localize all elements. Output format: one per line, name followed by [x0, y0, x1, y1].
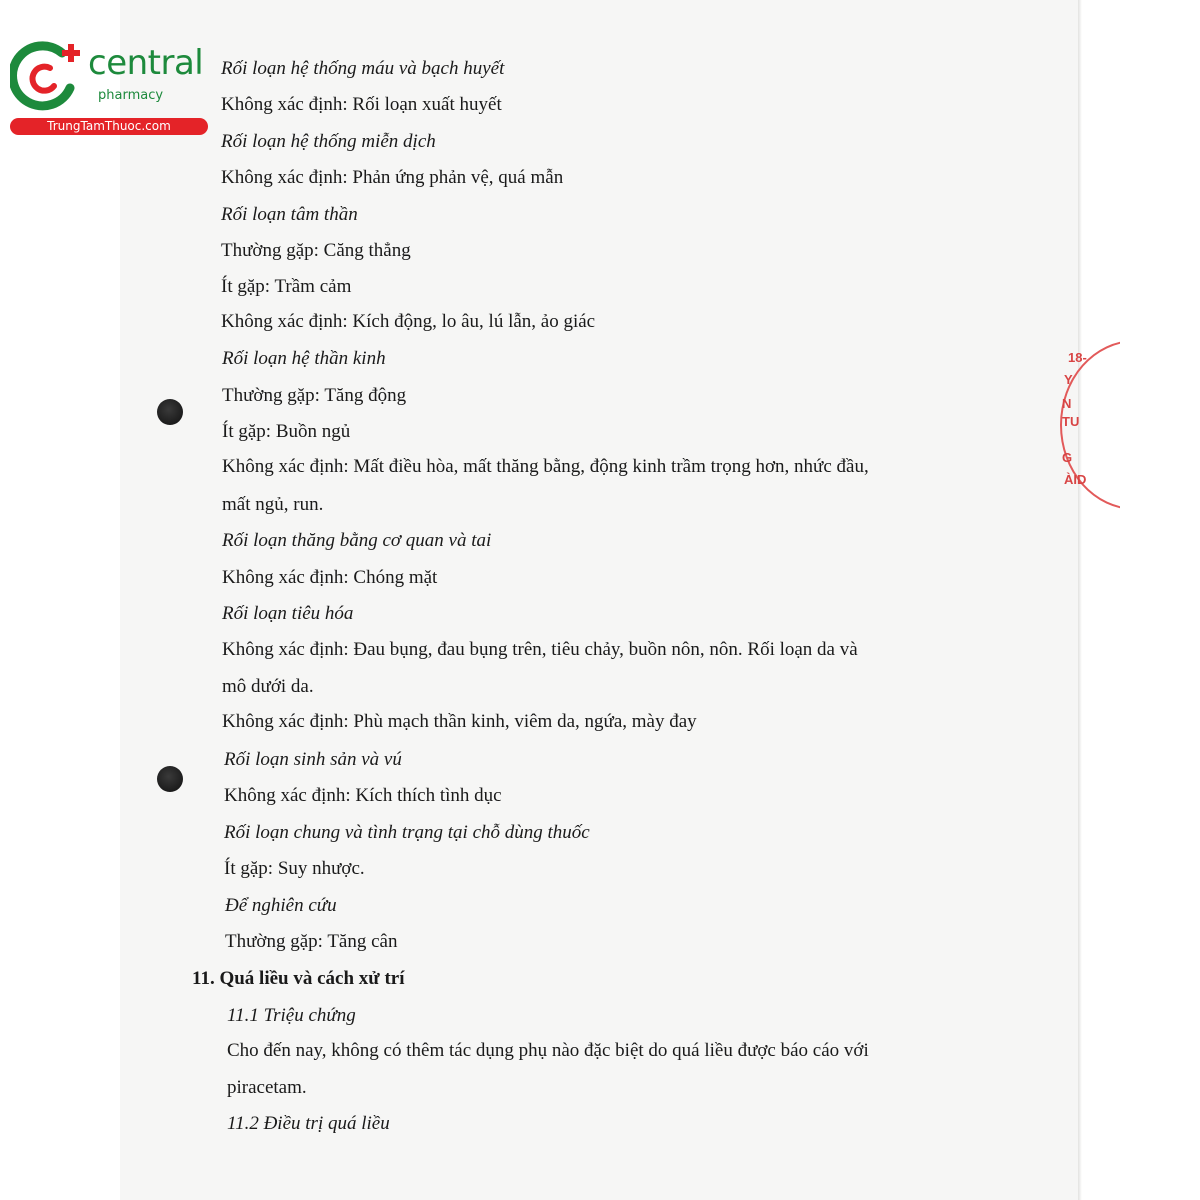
- text-line: Ít gặp: Trầm cảm: [221, 276, 352, 297]
- section-heading: Rối loạn tiêu hóa: [222, 603, 354, 624]
- text-line: piracetam.: [227, 1077, 307, 1098]
- section-heading: Rối loạn sinh sản và vú: [224, 749, 402, 770]
- section-heading: Rối loạn hệ thống máu và bạch huyết: [221, 58, 505, 79]
- text-line: Thường gặp: Tăng cân: [225, 931, 398, 952]
- section-heading: Rối loạn thăng bằng cơ quan và tai: [222, 530, 492, 551]
- text-line: Không xác định: Rối loạn xuất huyết: [221, 94, 502, 115]
- logo-site-banner: TrungTamThuoc.com: [10, 118, 208, 135]
- text-line: Cho đến nay, không có thêm tác dụng phụ nào đặc biệt do quá liều được báo cáo với: [227, 1040, 869, 1061]
- logo-brand-text: central: [88, 43, 204, 83]
- stamp-text-4: TU: [1062, 414, 1080, 429]
- stamp-text-5: G: [1062, 450, 1073, 465]
- text-line: Không xác định: Đau bụng, đau bụng trên, tiêu chảy, buồn nôn, nôn. Rối loạn da và: [222, 639, 858, 660]
- text-line: Không xác định: Phù mạch thần kinh, viêm da, ngứa, mày đay: [222, 711, 697, 732]
- text-line: Không xác định: Kích thích tình dục: [224, 785, 502, 806]
- text-line: Không xác định: Mất điều hòa, mất thăng bằng, động kinh trầm trọng hơn, nhức đầu,: [222, 456, 869, 477]
- text-line: Không xác định: Chóng mặt: [222, 567, 438, 588]
- section-heading: Rối loạn tâm thần: [221, 204, 358, 225]
- text-line: mất ngủ, run.: [222, 494, 324, 515]
- stamp-text-2: Y: [1064, 372, 1073, 387]
- subsection-heading: 11.1 Triệu chứng: [227, 1005, 356, 1026]
- subsection-heading: 11.2 Điều trị quá liều: [227, 1113, 390, 1134]
- logo-subtitle-text: pharmacy: [98, 88, 164, 103]
- text-line: Thường gặp: Căng thẳng: [221, 240, 411, 261]
- stamp-text-3: N: [1062, 396, 1072, 411]
- text-line: Không xác định: Phản ứng phản vệ, quá mẫn: [221, 167, 564, 188]
- main-heading: 11. Quá liều và cách xử trí: [192, 968, 405, 989]
- stamp-text-6: ÀID: [1064, 472, 1087, 487]
- text-line: Không xác định: Kích động, lo âu, lú lẫn, ảo giác: [221, 311, 596, 332]
- section-heading: Rối loạn chung và tình trạng tại chỗ dùng thuốc: [224, 822, 590, 843]
- stamp-text-1: 18-: [1068, 350, 1087, 365]
- text-line: Ít gặp: Suy nhược.: [224, 858, 365, 879]
- section-heading: Rối loạn hệ thần kinh: [222, 348, 386, 369]
- section-heading: Rối loạn hệ thống miễn dịch: [221, 131, 436, 152]
- text-line: Thường gặp: Tăng động: [222, 385, 407, 406]
- text-line: Ít gặp: Buồn ngủ: [222, 421, 351, 442]
- section-heading: Để nghiên cứu: [225, 895, 337, 916]
- text-line: mô dưới da.: [222, 676, 314, 697]
